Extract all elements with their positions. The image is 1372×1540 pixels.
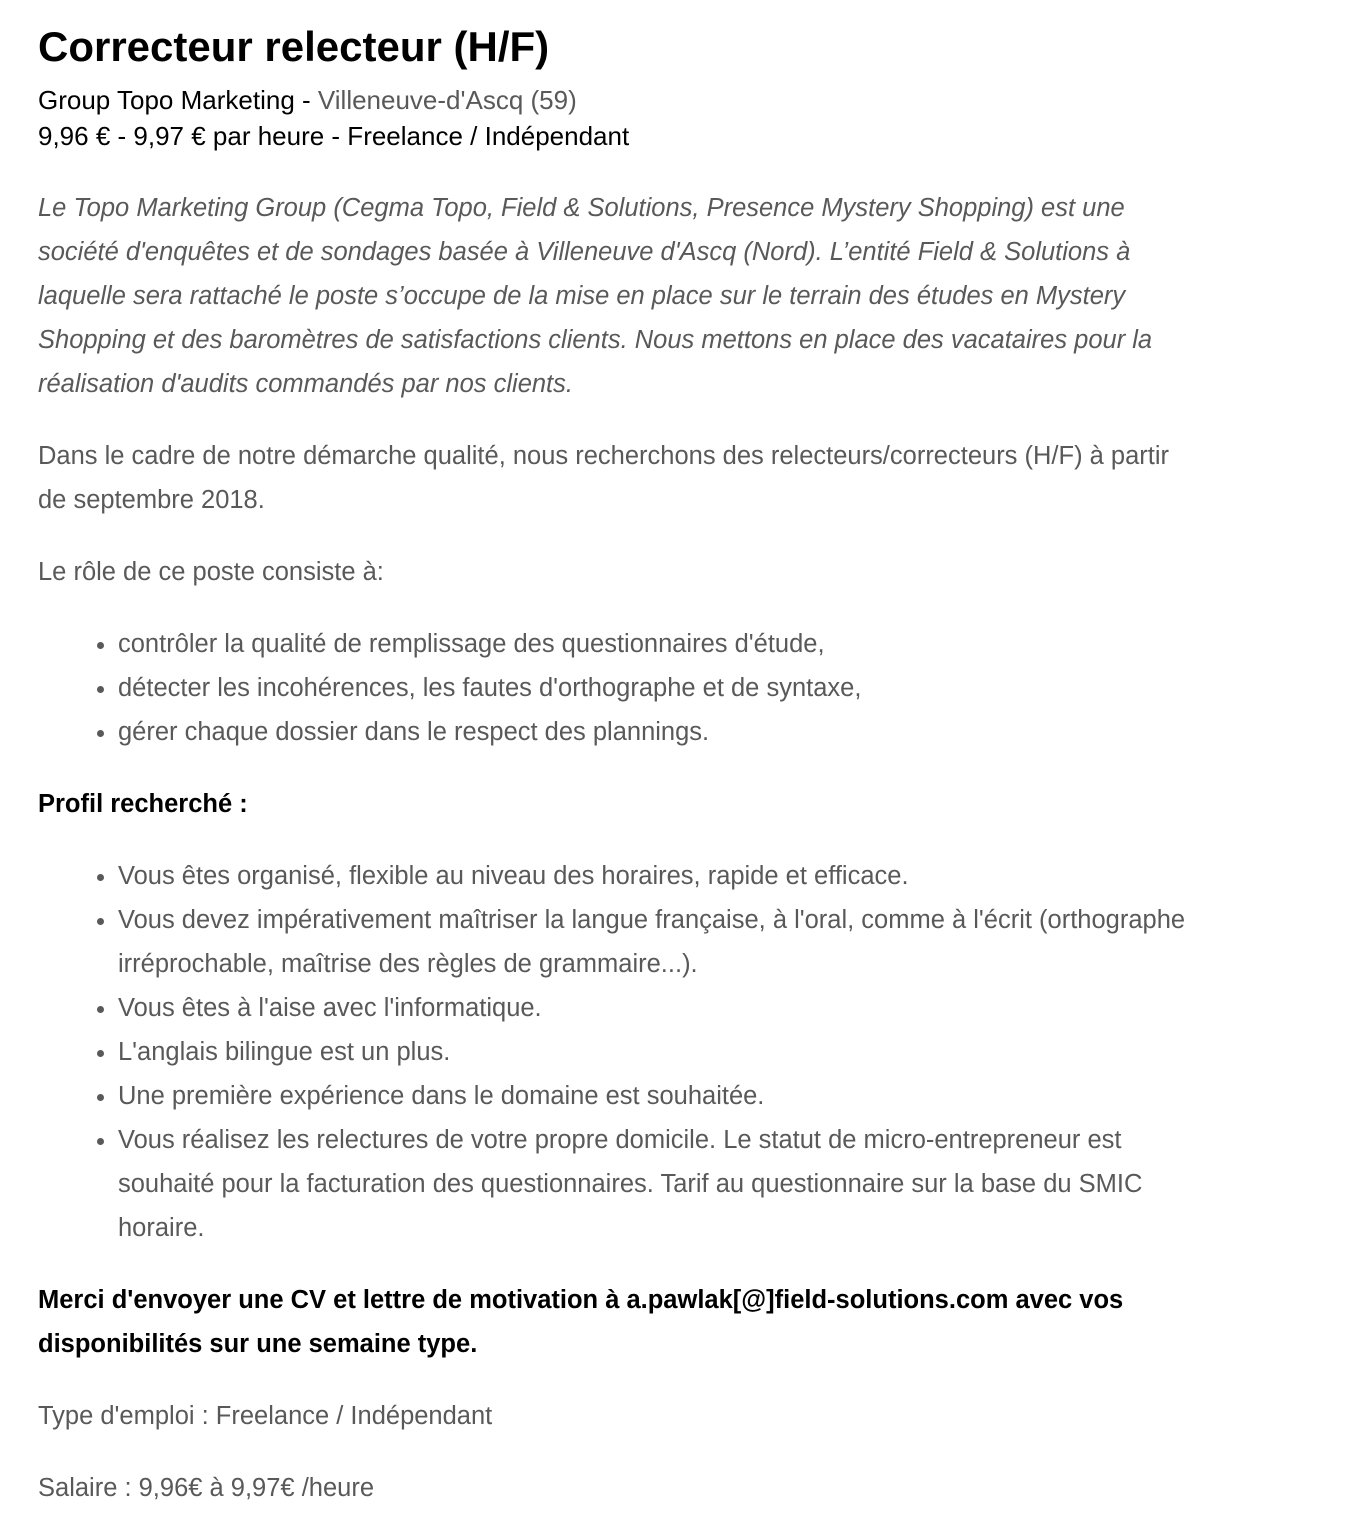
job-type: Type d'emploi : Freelance / Indépendant [38, 1402, 493, 1430]
list-item: • Vous êtes organisé, flexible au niveau des horaires, rapide et efficace. [118, 854, 1198, 898]
context-paragraph: Dans le cadre de notre démarche qualité, nous recherchons des relecteurs/correcteurs (H/F) à partir de septembre 2018. [38, 442, 1170, 514]
salary-summary: 9,96 € - 9,97 € par heure - Freelance / Indépendant [38, 121, 630, 151]
list-item: • contrôler la qualité de remplissage des questionnaires d'étude, [118, 622, 1198, 666]
list-item: • Vous devez impérativement maîtriser la langue française, à l'oral, comme à l'écrit (orthographe irréprochable, maîtrise des règles de grammaire...). [118, 898, 1198, 986]
list-item: • Vous êtes à l'aise avec l'informatique. [118, 986, 1198, 1030]
profile-heading: Profil recherché : [38, 790, 248, 818]
company-location-line [38, 84, 577, 116]
job-description [38, 186, 1198, 1538]
role-list [38, 622, 1198, 754]
job-title: Correcteur relecteur (H/F) [38, 23, 550, 70]
list-item: • Une première expérience dans le domaine est souhaitée. [118, 1074, 1198, 1118]
company-intro: Le Topo Marketing Group (Cegma Topo, Field & Solutions, Presence Mystery Shopping) est une société d'enquêtes et de sondages basée à Villeneuve d'Ascq (Nord). L’entité Field & Solutions à laquelle sera rattaché le poste s’occupe de la mise en place sur le terrain des études en Mystery Shopping et des baromètres de satisfactions clients. Nous mettons en place des vacataires pour la réalisation d'audits commandés par nos clients. [38, 194, 1153, 398]
list-item: • L'anglais bilingue est un plus. [118, 1030, 1198, 1074]
company-separator: - [294, 85, 318, 115]
list-item: • gérer chaque dossier dans le respect des plannings. [118, 710, 1198, 754]
job-location: Villeneuve-d'Ascq (59) [317, 85, 577, 115]
company-name: Group Topo Marketing [38, 85, 295, 115]
role-heading: Le rôle de ce poste consiste à: [38, 558, 384, 586]
apply-note: Merci d'envoyer une CV et lettre de motivation à a.pawlak[@]field-solutions.com avec vos disponibilités sur une semaine type. [38, 1286, 1124, 1358]
salary-detail: Salaire : 9,96€ à 9,97€ /heure [38, 1474, 374, 1502]
list-item: • détecter les incohérences, les fautes d'orthographe et de syntaxe, [118, 666, 1198, 710]
profile-list [38, 854, 1198, 1250]
list-item: • Vous réalisez les relectures de votre propre domicile. Le statut de micro-entrepreneur est souhaité pour la facturation des questionnaires. Tarif au questionnaire sur la base du SMIC horaire. [118, 1118, 1198, 1250]
